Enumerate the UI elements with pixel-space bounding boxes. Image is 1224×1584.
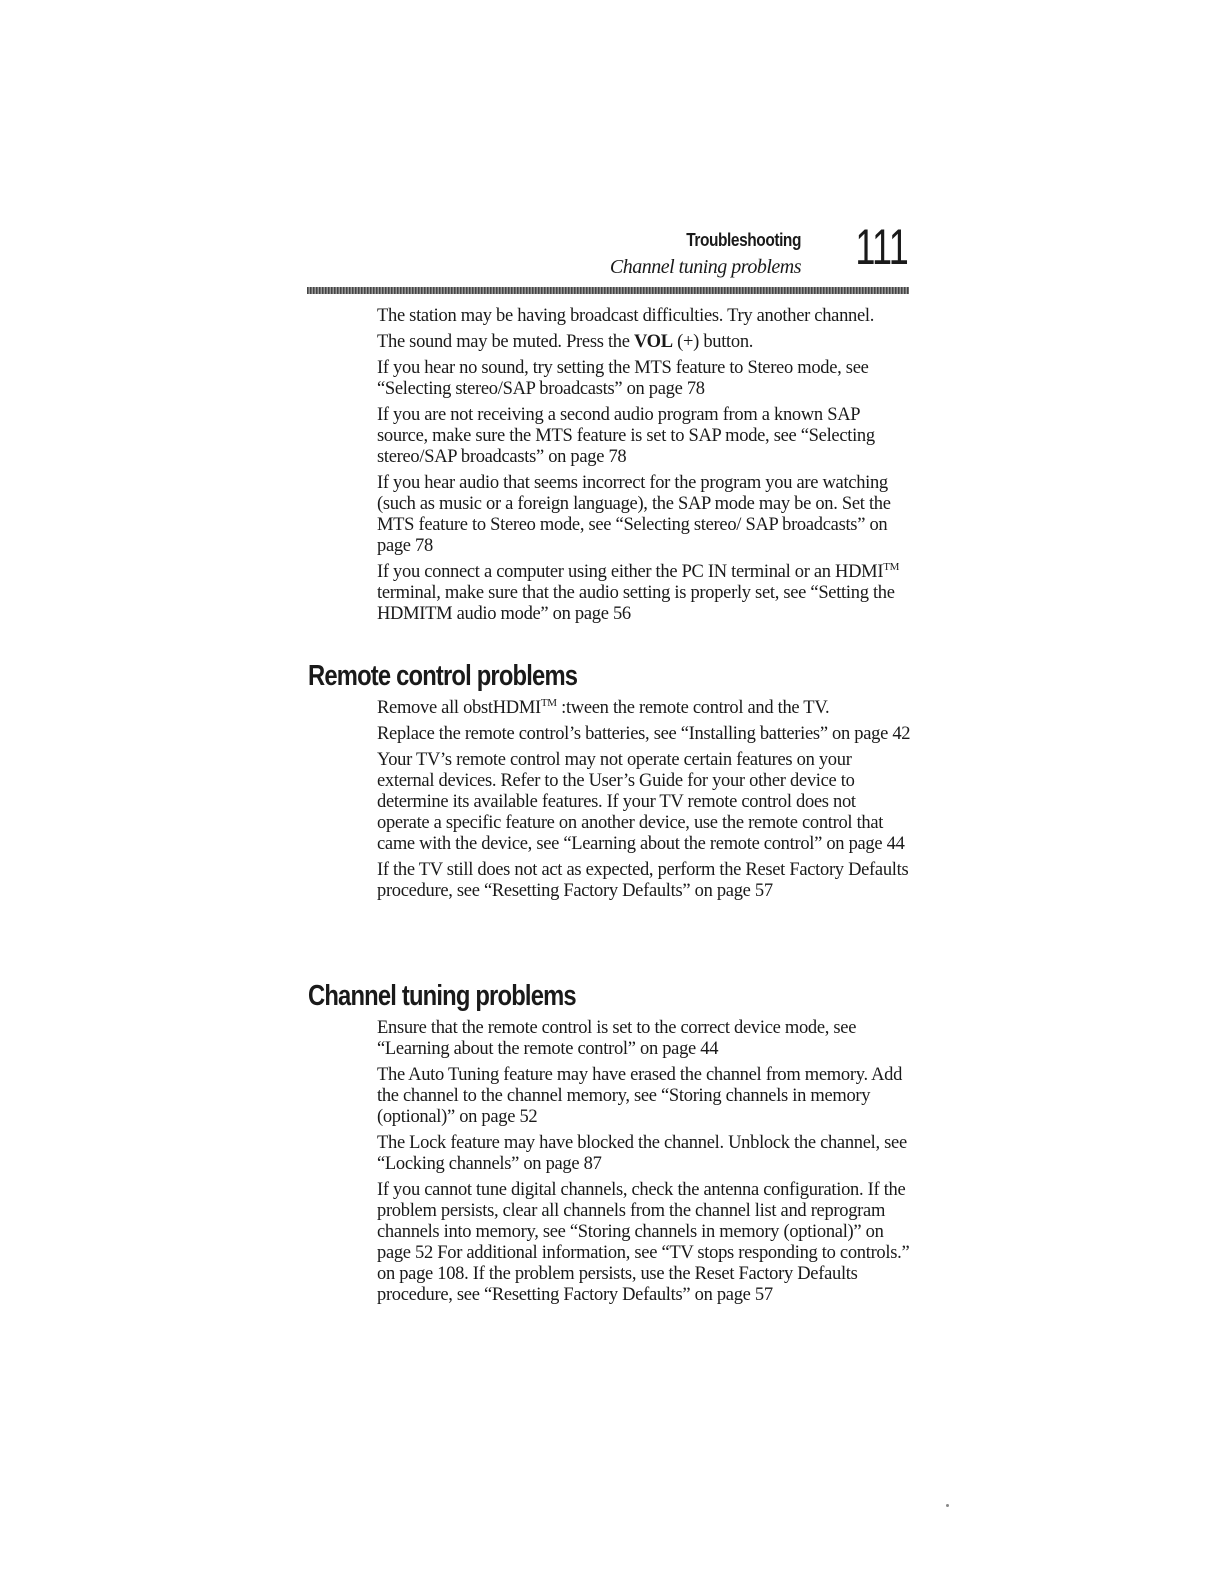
paragraph: The Auto Tuning feature may have erased the channel from memory. Add the channel to the channel memory, see “Storing channels in memory (optional)” on page 52 [377, 1065, 903, 1127]
paragraph: Ensure that the remote control is set to the correct device mode, see “Learning about the remote control” on page 44 [377, 1018, 857, 1059]
paragraph: The station may be having broadcast difficulties. Try another channel. [377, 306, 875, 326]
paragraph: The Lock feature may have blocked the channel. Unblock the channel, see “Locking channels” on page 87 [377, 1133, 907, 1174]
paragraph: If you are not receiving a second audio program from a known SAP source, make sure the MTS feature is set to SAP mode, see “Selecting stereo/SAP broadcasts” on page 78 [377, 405, 875, 467]
paragraph: Replace the remote control’s batteries, see “Installing batteries” on page 42 [377, 724, 911, 744]
remote-control-block [377, 698, 912, 907]
page-number: 111 [855, 219, 908, 275]
intro-block [377, 306, 912, 630]
section-heading-channel-tuning: Channel tuning problems [308, 980, 576, 1012]
paragraph: Your TV’s remote control may not operate certain features on your external devices. Refer to the User’s Guide for your other device to determine its available features. If your TV remote control does not operate a specific feature on another device, use the remote control that came with the device, see “Learning about the remote control” on page 44 [377, 750, 905, 854]
paragraph: If you cannot tune digital channels, check the antenna configuration. If the problem persists, clear all channels from the channel list and reprogram channels into memory, see “Storing channels in memory (optional)” on page 52 For additional information, see “TV stops responding to controls.” on page 108. If the problem persists, use the Reset Factory Defaults procedure, see “Resetting Factory Defaults” on page 57 [377, 1180, 910, 1305]
paragraph: Remove all obstHDMI™ :tween the remote control and the TV. [377, 697, 830, 718]
paragraph: The sound may be muted. Press the VOL (+) button. [377, 332, 754, 352]
paragraph: If the TV still does not act as expected, perform the Reset Factory Defaults procedure, see “Resetting Factory Defaults” on page 57 [377, 860, 909, 901]
paragraph: If you hear no sound, try setting the MTS feature to Stereo mode, see “Selecting stereo/SAP broadcasts” on page 78 [377, 358, 869, 399]
header-rule [307, 287, 909, 294]
scan-speck [946, 1504, 949, 1507]
paragraph: If you connect a computer using either the PC IN terminal or an HDMI™ terminal, make sure that the audio setting is properly set, see “Setting the HDMITM audio mode” on page 56 [377, 561, 900, 624]
channel-tuning-block [377, 1018, 912, 1311]
running-header-section: Channel tuning problems [609, 256, 801, 278]
paragraph: If you hear audio that seems incorrect for the program you are watching (such as music or a foreign language), the SAP mode may be on. Set the MTS feature to Stereo mode, see “Selecting stereo/ SAP broadcasts” on page 78 [377, 473, 891, 556]
section-heading-remote-control: Remote control problems [308, 660, 578, 692]
running-header-chapter: Troubleshooting [686, 230, 801, 250]
